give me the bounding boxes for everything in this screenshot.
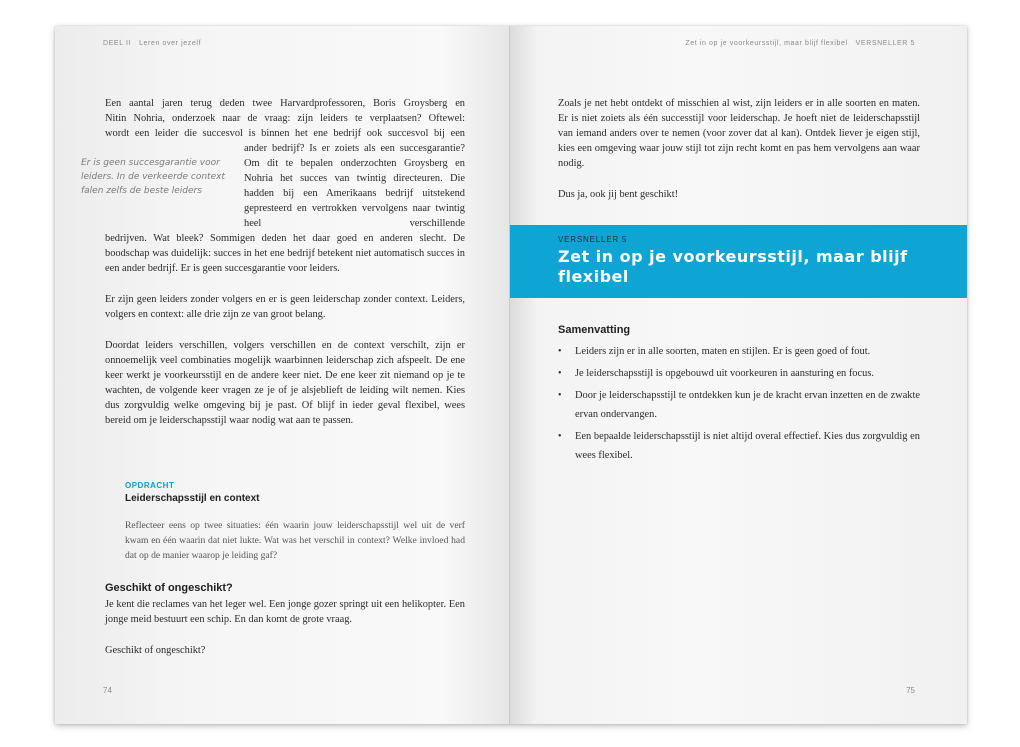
- bullet-icon: •: [558, 390, 562, 401]
- right-page: [510, 26, 967, 724]
- bullet-icon: •: [558, 431, 562, 442]
- right-para1: Zoals je net hebt ontdekt of misschien al wist, zijn leiders er in alle soorten en maten. Er is niet zoiets als één successtijl voor leiderschap. Je hoeft niet de leiderschapsstijl van iemand anders over te nemen (voor zover dat al kan). Ontdek liever je eigen stijl, kies een omgeving waar jouw stijl tot zijn recht komt en pas hem vervolgens aan waar nodig.: [558, 98, 920, 169]
- page-number-right: 75: [906, 686, 915, 695]
- bullet-icon: •: [558, 346, 562, 357]
- left-para1-rest: bedrijven. Wat bleek? Sommigen deden het daar goed en anderen slecht. De boodschap was duidelijk: succes in het ene bedrijf betekent niet automatisch succes in een ander bedrijf. Er is geen succesgarantie voor leiders.: [105, 233, 465, 274]
- left-para3: Doordat leiders verschillen, volgers verschillen en de context verschilt, zijn er onnoemelijk veel combinaties mogelijk waarbinnen leiderschap zich afspeelt. De ene keer werkt je voorkeursstijl en de andere keer niet. De ene keer zit niemand op je te wachten, de volgende keer vragen ze je of je alsjeblieft de leiding wilt nemen. Kies dus zorgvuldig welke omgeving bij je past. Of blijf in ieder geval flexibel, wees bereid om je leiderschapsstijl waar nodig wat aan te passen.: [105, 340, 465, 426]
- summary-heading: Samenvatting: [558, 324, 631, 336]
- left-para1-full: [105, 96, 465, 141]
- list-item: [558, 342, 920, 361]
- para1-line2: Nitin Nohria, onderzoek naar de vraag: zijn leiders te verplaatsen? Oftewel:: [105, 113, 465, 124]
- chapter-banner: [510, 225, 967, 298]
- list-item-text: Leiders zijn er in alle soorten, maten en stijlen. Er is geen goed of fout.: [575, 346, 871, 357]
- opdracht-label: OPDRACHT: [125, 481, 175, 490]
- running-head-part: DEEL II: [103, 40, 132, 47]
- para1-line3: wordt een leider die succesvol is binnen het ene bedrijf ook succesvol bij een: [105, 128, 465, 139]
- opdracht-text: Reflecteer eens op twee situaties: één waarin jouw leiderschapsstijl wel uit de verf kwam en één waarin dat niet lukte. Wat was het verschil in context? Welke invloed had dat op de manier waarop je leiding gaf?: [125, 519, 465, 561]
- left-para5: Geschikt of ongeschikt?: [105, 645, 206, 656]
- opdracht-title: Leiderschapsstijl en context: [125, 493, 260, 504]
- left-para4: Je kent die reclames van het leger wel. Een jonge gozer springt uit een helikopter. Een jonge meid bestuurt een schip. En dan komt de grote vraag.: [105, 599, 465, 625]
- list-item: [558, 427, 920, 465]
- right-para2: Dus ja, ook jij bent geschikt!: [558, 189, 679, 200]
- left-running-head: [103, 40, 201, 47]
- summary-list: [558, 342, 920, 468]
- book-spread: [55, 26, 967, 724]
- right-running-head: [685, 40, 915, 47]
- section-heading: Geschikt of ongeschikt?: [105, 582, 233, 594]
- list-item-text: Door je leiderschapsstijl te ontdekken kun je de kracht ervan inzetten en de zwakte ervan ondervangen.: [575, 390, 920, 420]
- left-para1-narrow: ander bedrijf? Is er zoiets als een succesgarantie? Om dit te bepalen onderzochten Groysberg en Nohria het succes van twintig directeuren. Die hadden bij een Amerikaans bedrijf uitstekend gepresteerd en vertrokken vervolgens naar twintig heel verschillende: [244, 143, 465, 229]
- bullet-icon: •: [558, 368, 562, 379]
- left-para2: Er zijn geen leiders zonder volgers en er is geen leiderschap zonder context. Leiders, volgers en context: alle drie zijn ze van groot belang.: [105, 294, 465, 320]
- list-item: [558, 386, 920, 424]
- pull-quote: Er is geen succesgarantie voor leiders. In de verkeerde context falen zelfs de beste leiders: [81, 158, 225, 196]
- para1-line1: Een aantal jaren terug deden twee Harvardprofessoren, Boris Groysberg en: [105, 98, 465, 109]
- running-head-title: Leren over jezelf: [139, 40, 202, 47]
- list-item-text: Je leiderschapsstijl is opgebouwd uit voorkeuren in aansturing en focus.: [575, 368, 874, 379]
- banner-label: VERSNELLER 5: [558, 235, 628, 244]
- banner-title: Zet in op je voorkeursstijl, maar blijf flexibel: [558, 247, 908, 286]
- page-number-left: 74: [103, 686, 112, 695]
- left-page: [55, 26, 510, 724]
- running-head-title: Zet in op je voorkeursstijl, maar blijf flexibel: [685, 40, 848, 47]
- list-item-text: Een bepaalde leiderschapsstijl is niet altijd overal effectief. Kies dus zorgvuldig en wees flexibel.: [575, 431, 920, 461]
- list-item: [558, 364, 920, 383]
- running-head-part: VERSNELLER 5: [855, 40, 915, 47]
